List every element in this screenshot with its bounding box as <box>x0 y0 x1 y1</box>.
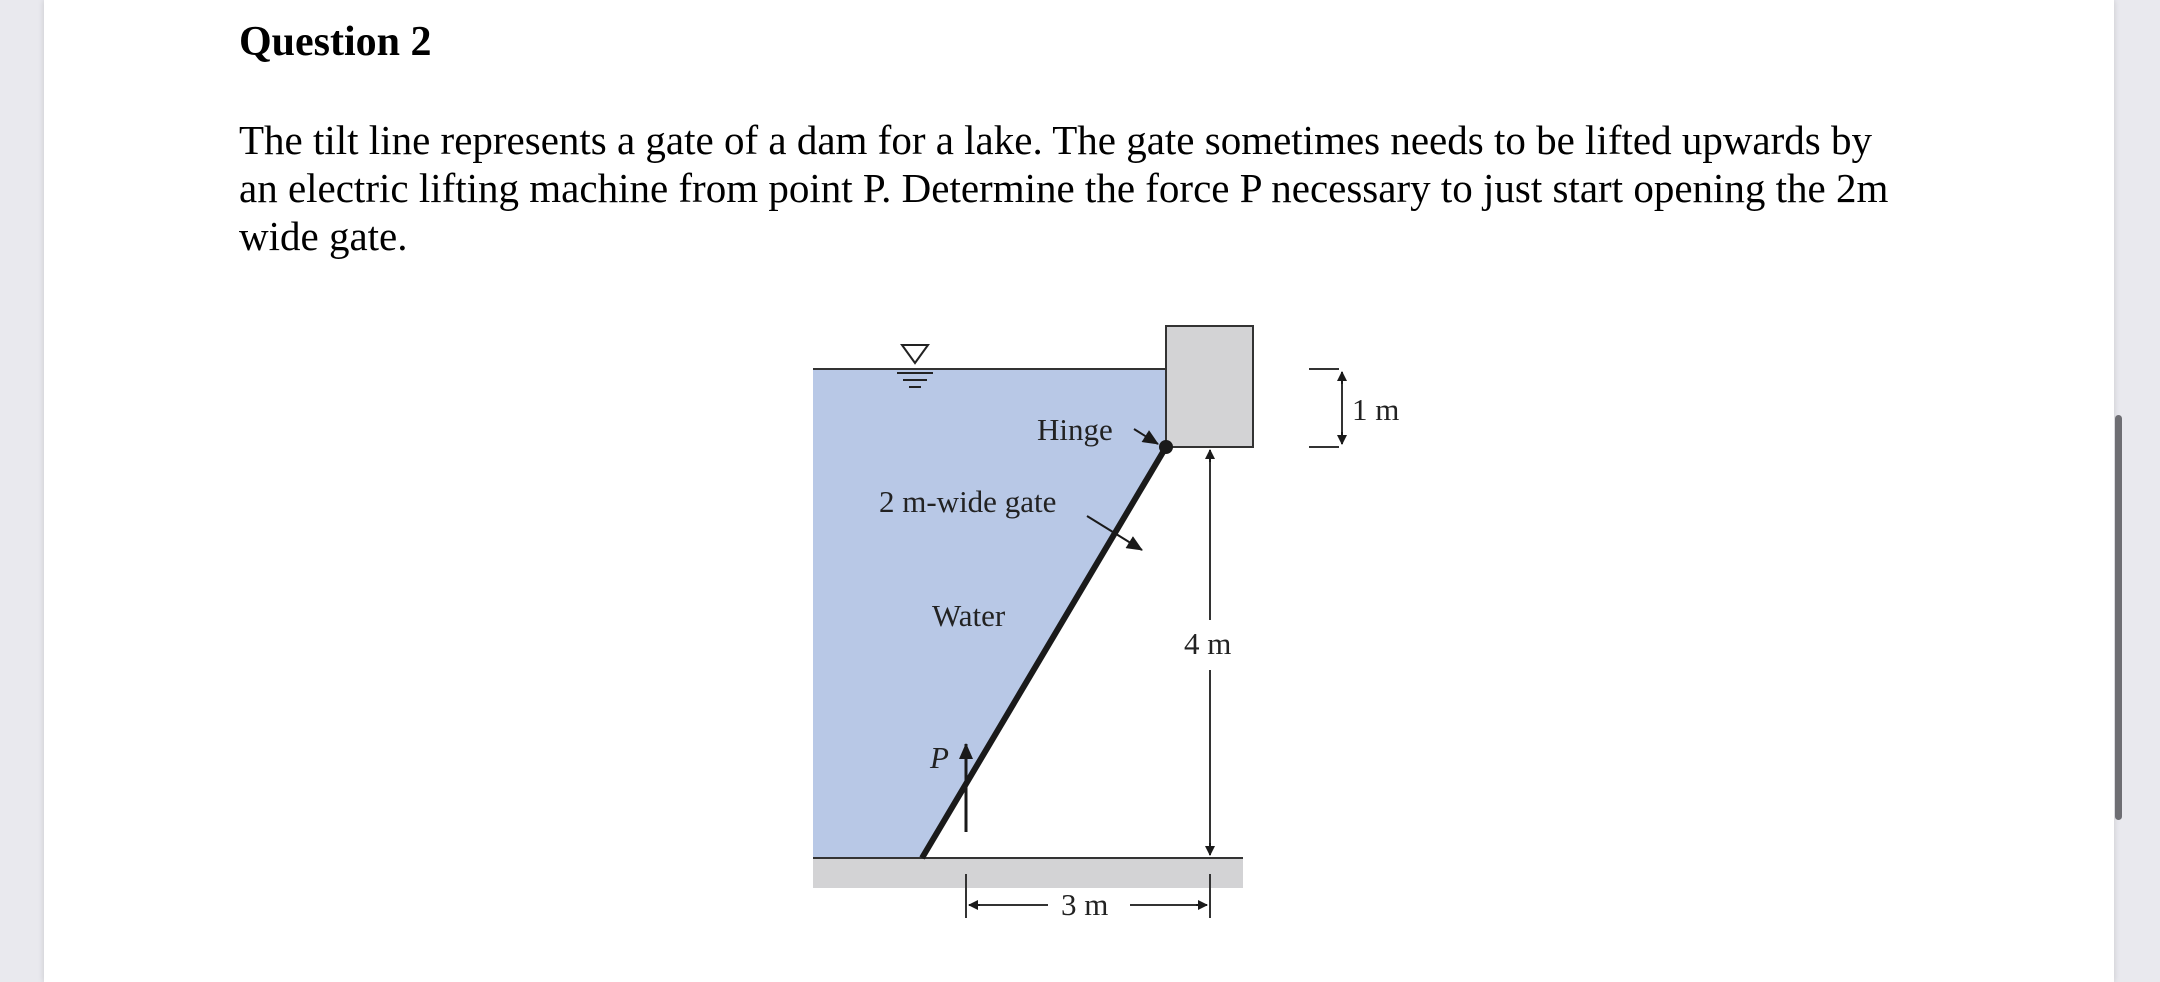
dimension-1m <box>1309 369 1342 447</box>
question-title: Question 2 <box>239 19 432 65</box>
dimension-3m-label: 3 m <box>1061 887 1109 922</box>
question-text-line-3: wide gate. <box>239 213 408 259</box>
vertical-scrollbar[interactable] <box>2114 0 2160 982</box>
question-text-line-1: The tilt line represents a gate of a dam for a lake. The gate sometimes needs to be lifted upwards by <box>239 117 1872 163</box>
hinge-label: Hinge <box>1037 412 1113 447</box>
water-label: Water <box>932 598 1006 633</box>
scrollbar-thumb[interactable] <box>2115 415 2122 820</box>
question-text-line-2: an electric lifting machine from point P. Determine the force P necessary to just start opening the 2m <box>239 165 1889 211</box>
dam-block <box>1166 326 1253 447</box>
force-label: P <box>930 740 949 775</box>
dam-gate-diagram <box>44 0 2114 982</box>
dimension-4m-label: 4 m <box>1184 626 1232 661</box>
gate-label: 2 m-wide gate <box>879 484 1057 519</box>
dimension-1m-label: 1 m <box>1352 392 1400 427</box>
document-page <box>44 0 2114 982</box>
hinge-point <box>1159 440 1173 454</box>
ground-base <box>813 858 1243 888</box>
